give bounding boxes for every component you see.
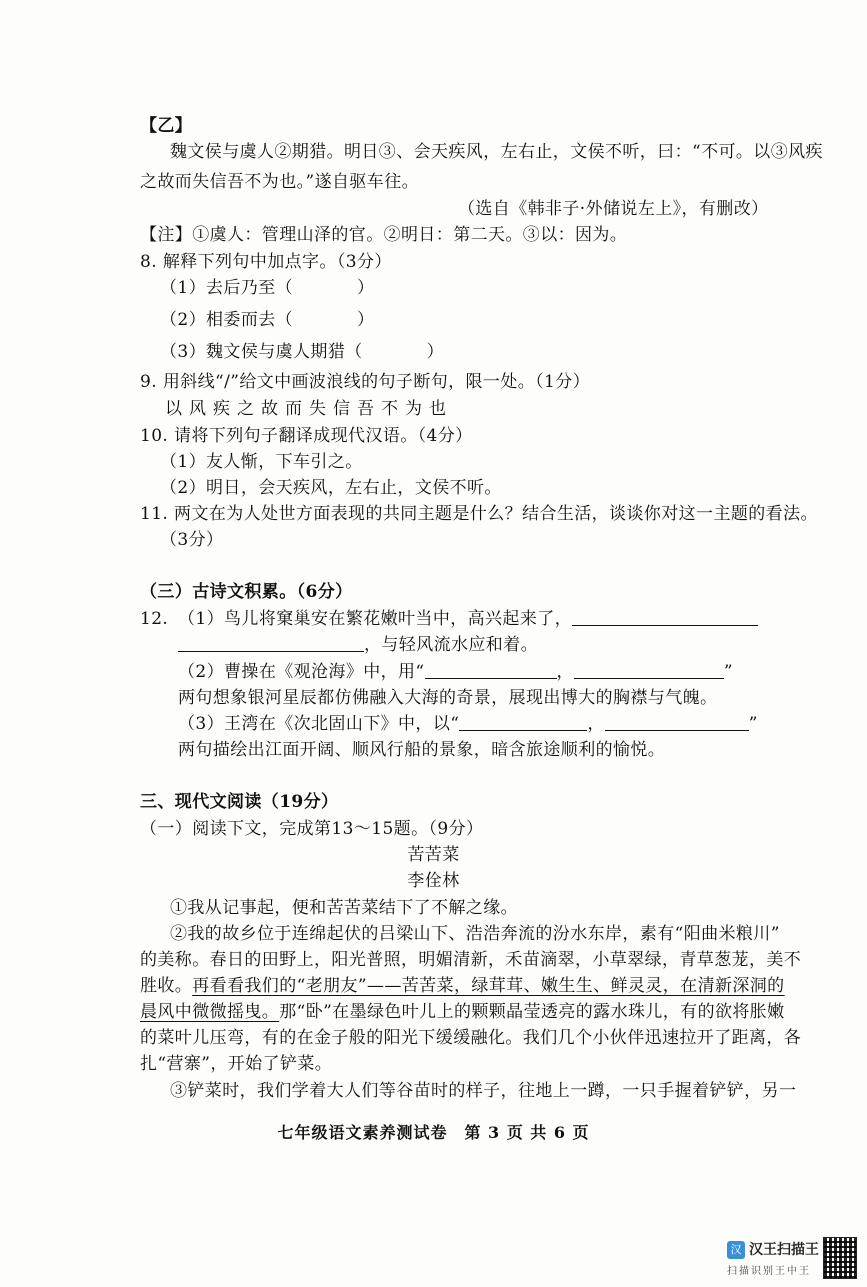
q12-3-blank-1[interactable] <box>459 714 587 731</box>
q12-2-end: ” <box>723 662 734 682</box>
article-title: 苦苦菜 <box>407 845 460 865</box>
q12-1-line-a <box>178 607 758 631</box>
q12-1-text-a: （1）鸟儿将窠巢安在繁花嫩叶当中，高兴起来了， <box>178 609 573 629</box>
q8-item-1-text: （1）去后乃至（ <box>160 278 294 298</box>
scanner-watermark <box>727 1237 855 1279</box>
article-paragraph-2-line-2: 的美称。春日的田野上，阳光普照，明媚清新，禾苗滴翠，小草翠绿，青草葱茏，美不 <box>140 950 802 970</box>
q12-1-blank-2[interactable] <box>178 635 364 652</box>
article-paragraph-2-line-3 <box>140 974 785 998</box>
q10-item-2: （2）明日，会天疾风，左右止，文侯不听。 <box>160 478 502 498</box>
q12-3-blank-2[interactable] <box>605 714 749 731</box>
passage-yi-heading: 【乙】 <box>140 116 193 136</box>
q12-2-text-a: （2）曹操在《观沧海》中，用“ <box>178 662 425 682</box>
q10-stem: 10. 请将下列句子翻译成现代汉语。（4分） <box>140 426 473 446</box>
article-paragraph-1: ①我从记事起，便和苦苦菜结下了不解之缘。 <box>170 898 518 918</box>
article-author: 李佺林 <box>407 871 460 891</box>
q12-2-line-b: 两句想象银河星辰都仿佛融入大海的奇景，展现出博大的胸襟与气魄。 <box>178 688 718 708</box>
q12-3-line-a <box>178 712 758 736</box>
q12-3-line-b: 两句描绘出江面开阔、顺风行船的景象，暗含旅途顺利的愉悦。 <box>178 740 666 760</box>
article-paragraph-3-line-1: ③铲菜时，我们学着大人们等谷苗时的样子，往地上一蹲，一只手握着铲铲，另一 <box>170 1081 797 1101</box>
q8-stem: 8. 解释下列句中加点字。（3分） <box>140 252 392 272</box>
article-p2-text-plain: 胜收。 <box>140 976 193 996</box>
q12-2-line-a <box>178 660 733 684</box>
q8-item-3 <box>160 340 444 364</box>
article-p2-text-rest: 那“卧”在墨绿色叶儿上的颗颗晶莹透亮的露水珠儿，有的欲将胀嫩 <box>279 1002 785 1022</box>
passage-yi-notes: 【注】①虞人：管理山泽的官。②明日：第二天。③以：因为。 <box>140 225 628 245</box>
q12-2-blank-2[interactable] <box>574 662 724 679</box>
page-footer: 七年级语文素养测试卷 第 3 页 共 6 页 <box>277 1123 590 1142</box>
watermark-subtitle: 扫描识别王中王 <box>727 1266 811 1277</box>
article-paragraph-2-line-6: 扎“营寨”，开始了铲菜。 <box>140 1054 333 1074</box>
q8-item-3-text: （3）魏文侯与虞人期猎（ <box>160 342 363 362</box>
article-p2-underlined-sentence: 再看看我们的“老朋友”——苦苦菜，绿茸茸、嫩生生、鲜灵灵，在清新深洞的 <box>192 976 785 996</box>
modern-subsection: （一）阅读下文，完成第13～15题。（9分） <box>140 819 484 839</box>
qr-code-icon <box>823 1237 857 1279</box>
q9-stem: 9. 用斜线“/”给文中画波浪线的句子断句，限一处。（1分） <box>140 372 591 392</box>
q12-2-blank-1[interactable] <box>425 662 557 679</box>
q8-item-3-close: ） <box>426 342 445 362</box>
q12-1-blank-1[interactable] <box>572 609 758 626</box>
q12-label: 12. <box>140 609 169 629</box>
q12-1-line-b <box>178 633 538 657</box>
article-paragraph-2-line-4 <box>140 1000 785 1024</box>
q8-item-1 <box>160 276 374 300</box>
q12-1-text-b: ，与轻风流水应和着。 <box>364 635 538 655</box>
watermark-title: 汉王扫描王 <box>749 1242 819 1258</box>
q10-item-1: （1）友人惭，下车引之。 <box>160 452 363 472</box>
article-paragraph-2-line-1: ②我的故乡位于连绵起伏的吕梁山下、浩浩奔流的汾水东岸，素有“阳曲米粮川” <box>170 924 780 944</box>
passage-yi-source: （选自《韩非子·外储说左上》，有删改） <box>458 199 769 219</box>
passage-yi-line-1: 魏文侯与虞人②期猎。明日③、会天疾风，左右止，文侯不听，曰：“不可。以③风疾 <box>170 142 823 162</box>
q12-2-sep: ， <box>556 662 574 682</box>
q8-item-2-close: ） <box>357 310 375 330</box>
poetry-section-heading: （三）古诗文积累。（6分） <box>140 582 353 602</box>
modern-section-heading: 三、现代文阅读（19分） <box>140 792 339 812</box>
q11-score: （3分） <box>160 530 224 550</box>
q12-3-text-a: （3）王湾在《次北固山下》中，以“ <box>178 714 460 734</box>
q9-sentence: 以风疾之故而失信吾不为也 <box>165 399 453 419</box>
q8-item-2-text: （2）相委而去（ <box>160 310 294 330</box>
q12-3-end: ” <box>748 714 758 734</box>
article-p2-underlined-sentence-end: 晨风中微微摇曳。 <box>140 1002 280 1022</box>
q8-item-1-close: ） <box>357 278 375 298</box>
q8-item-2 <box>160 308 374 332</box>
q11-stem: 11. 两文在为人处世方面表现的共同主题是什么？结合生活，谈谈你对这一主题的看法。 <box>140 504 818 524</box>
article-paragraph-2-line-5: 的菜叶儿压弯，有的在金子般的阳光下缓缓融化。我们几个小伙伴迅速拉开了距离，各 <box>140 1028 802 1048</box>
passage-yi-line-2: 之故而失信吾不为也。”遂自驱车往。 <box>140 172 419 192</box>
scanner-logo-icon: 汉 <box>727 1241 745 1259</box>
q12-3-sep: ， <box>587 714 605 734</box>
